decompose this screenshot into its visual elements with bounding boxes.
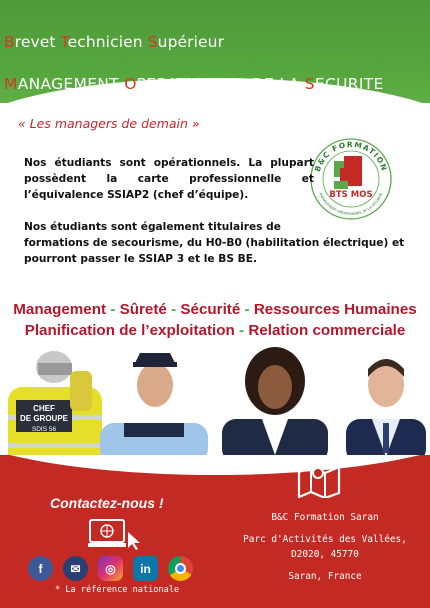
facebook-icon[interactable]: f [28, 556, 53, 581]
address-line2: D2020, 45770 [291, 549, 359, 560]
logo-badge: BTS MOS [329, 190, 373, 200]
svg-text:DE GROUPE: DE GROUPE [19, 414, 69, 423]
svg-text:SDIS 56: SDIS 56 [31, 426, 57, 433]
domains-list [0, 299, 430, 341]
social-icons [28, 556, 198, 582]
paragraph-qualifications [24, 219, 416, 267]
map-location-icon [296, 462, 342, 498]
linkedin-icon[interactable]: in [133, 556, 158, 581]
tagline: « Les managers de demain » [18, 116, 200, 131]
mail-icon[interactable]: ✉ [63, 556, 88, 581]
professionals-illustration [0, 345, 430, 463]
logo-inner-text: MANAGEMENT OPÉRATIONNEL DE LA SÉCURITÉ [318, 192, 384, 217]
address-line1: Parc d'Activités des Vallées, [243, 534, 407, 545]
footer-curve [0, 455, 430, 475]
paragraph-qualifications-rest: formations de secourisme, du H0-B0 (habilitation électrique) et pourront passer le SSIAP 3 et le BS BE. [24, 237, 405, 265]
title-line-2: MANAGEMENT OPERATIONNEL DE LA SECURITE [4, 75, 384, 93]
paragraph-qualifications-line1: Nos étudiants sont également titulaires de [24, 221, 281, 233]
national-reference-note: * La référence nationale [55, 585, 180, 595]
paragraph-operational: Nos étudiants sont opérationnels. La plupart possèdent la carte professionnelle et l’équivalence SSIAP2 (chef d’équipe). [24, 157, 314, 201]
businessman-figure [346, 359, 426, 463]
logo-arc-text: B&C FORMATION [312, 139, 390, 173]
instagram-icon[interactable]: ◎ [98, 556, 123, 581]
address-name: B&C Formation Saran [271, 512, 379, 523]
title-line-1: Brevet Technicien Supérieur [4, 33, 225, 51]
gendarme-figure [100, 353, 208, 463]
computer-icon[interactable] [88, 518, 144, 552]
svg-text:CHEF: CHEF [33, 404, 55, 413]
bc-formation-logo [307, 135, 395, 221]
address-city: Saran, France [288, 571, 362, 582]
chrome-icon[interactable] [168, 556, 193, 581]
domains-line-2: Planification de l’exploitation - Relation commerciale [24, 322, 406, 339]
domains-line-1: Management - Sûreté - Sécurité - Ressources Humaines [13, 301, 417, 318]
businesswoman-figure [222, 347, 328, 463]
firefighter-figure [8, 351, 102, 463]
contact-title: Contactez-nous ! [50, 495, 164, 511]
